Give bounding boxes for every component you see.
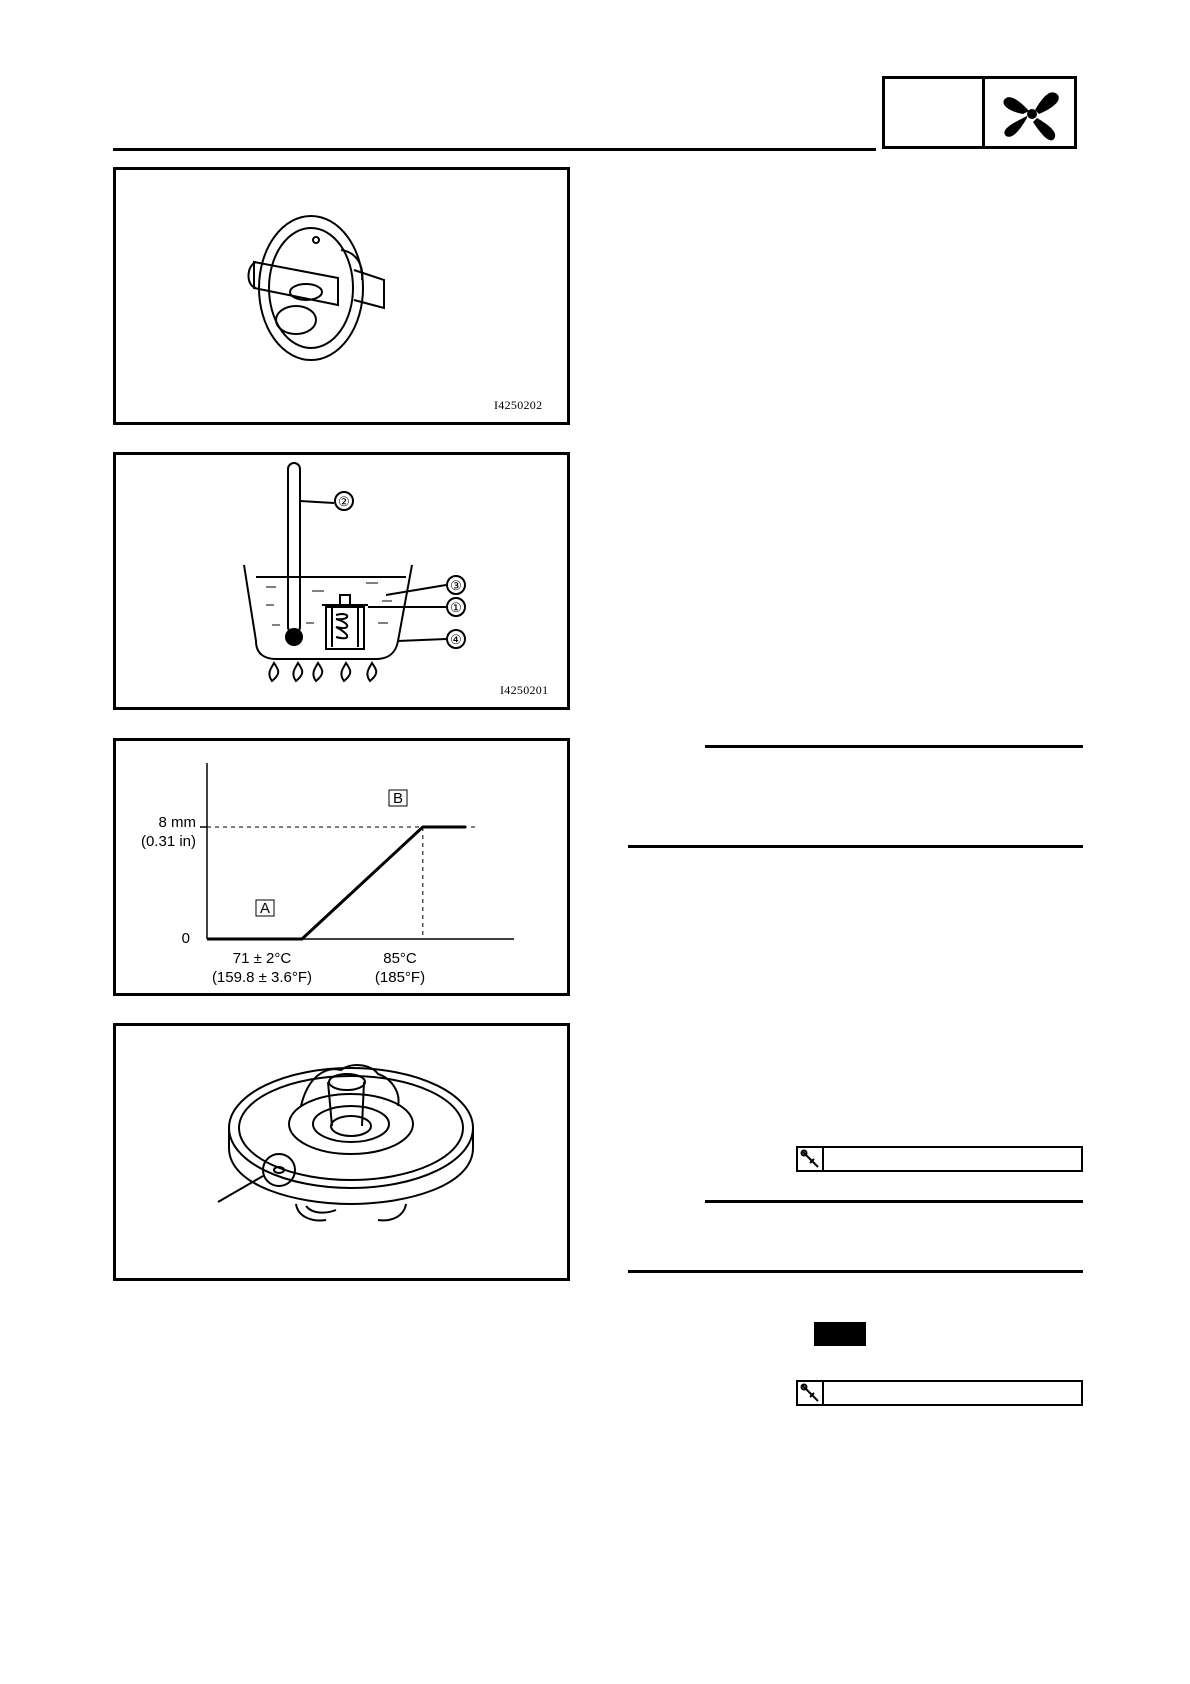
y-tick-label-zero: 0	[181, 930, 190, 947]
callout-3: ③	[450, 578, 462, 593]
series-line	[207, 827, 466, 939]
figure-thermostat	[113, 167, 570, 425]
x-tick-label-1: 71 ± 2°C	[232, 950, 292, 967]
caution-rule-top	[705, 1200, 1083, 1203]
thermostat-illustration	[116, 170, 567, 422]
section-tab-divider	[982, 76, 985, 149]
callout-4: ④	[450, 632, 462, 647]
note-rule-top	[705, 745, 1083, 748]
figure-code: I4250202	[494, 398, 543, 412]
x-tick-sublabel-1: (159.8 ± 3.6°F)	[211, 969, 313, 986]
marker-b: B	[392, 790, 404, 807]
figure-thermostat-test	[113, 452, 570, 710]
figure-thermostat-valve	[113, 1023, 570, 1281]
marker-a: A	[259, 900, 271, 917]
thermostat-jiggle-valve-illustration	[116, 1026, 567, 1278]
fan-icon	[999, 84, 1065, 144]
y-tick-label-top: 8 mm	[158, 814, 196, 831]
y-tick-sublabel-top: (0.31 in)	[140, 833, 196, 850]
callout-1: ①	[450, 600, 462, 615]
figure-code: I4250201	[500, 683, 549, 697]
torque-spec-box	[796, 1380, 1083, 1406]
callout-2: ②	[338, 494, 350, 509]
x-tick-label-2: 85°C	[383, 950, 417, 967]
header-rule	[113, 148, 876, 151]
wrench-icon	[798, 1382, 824, 1404]
note-rule-bottom	[628, 845, 1083, 848]
x-tick-sublabel-2: (185°F)	[374, 969, 426, 986]
caution-rule-bottom	[628, 1270, 1083, 1273]
thermostat-test-illustration	[116, 455, 567, 707]
wrench-icon	[798, 1148, 824, 1170]
valve-lift-chart	[116, 741, 567, 993]
torque-spec-box	[796, 1146, 1083, 1172]
new-part-badge	[814, 1322, 866, 1346]
figure-valve-lift-graph	[113, 738, 570, 996]
